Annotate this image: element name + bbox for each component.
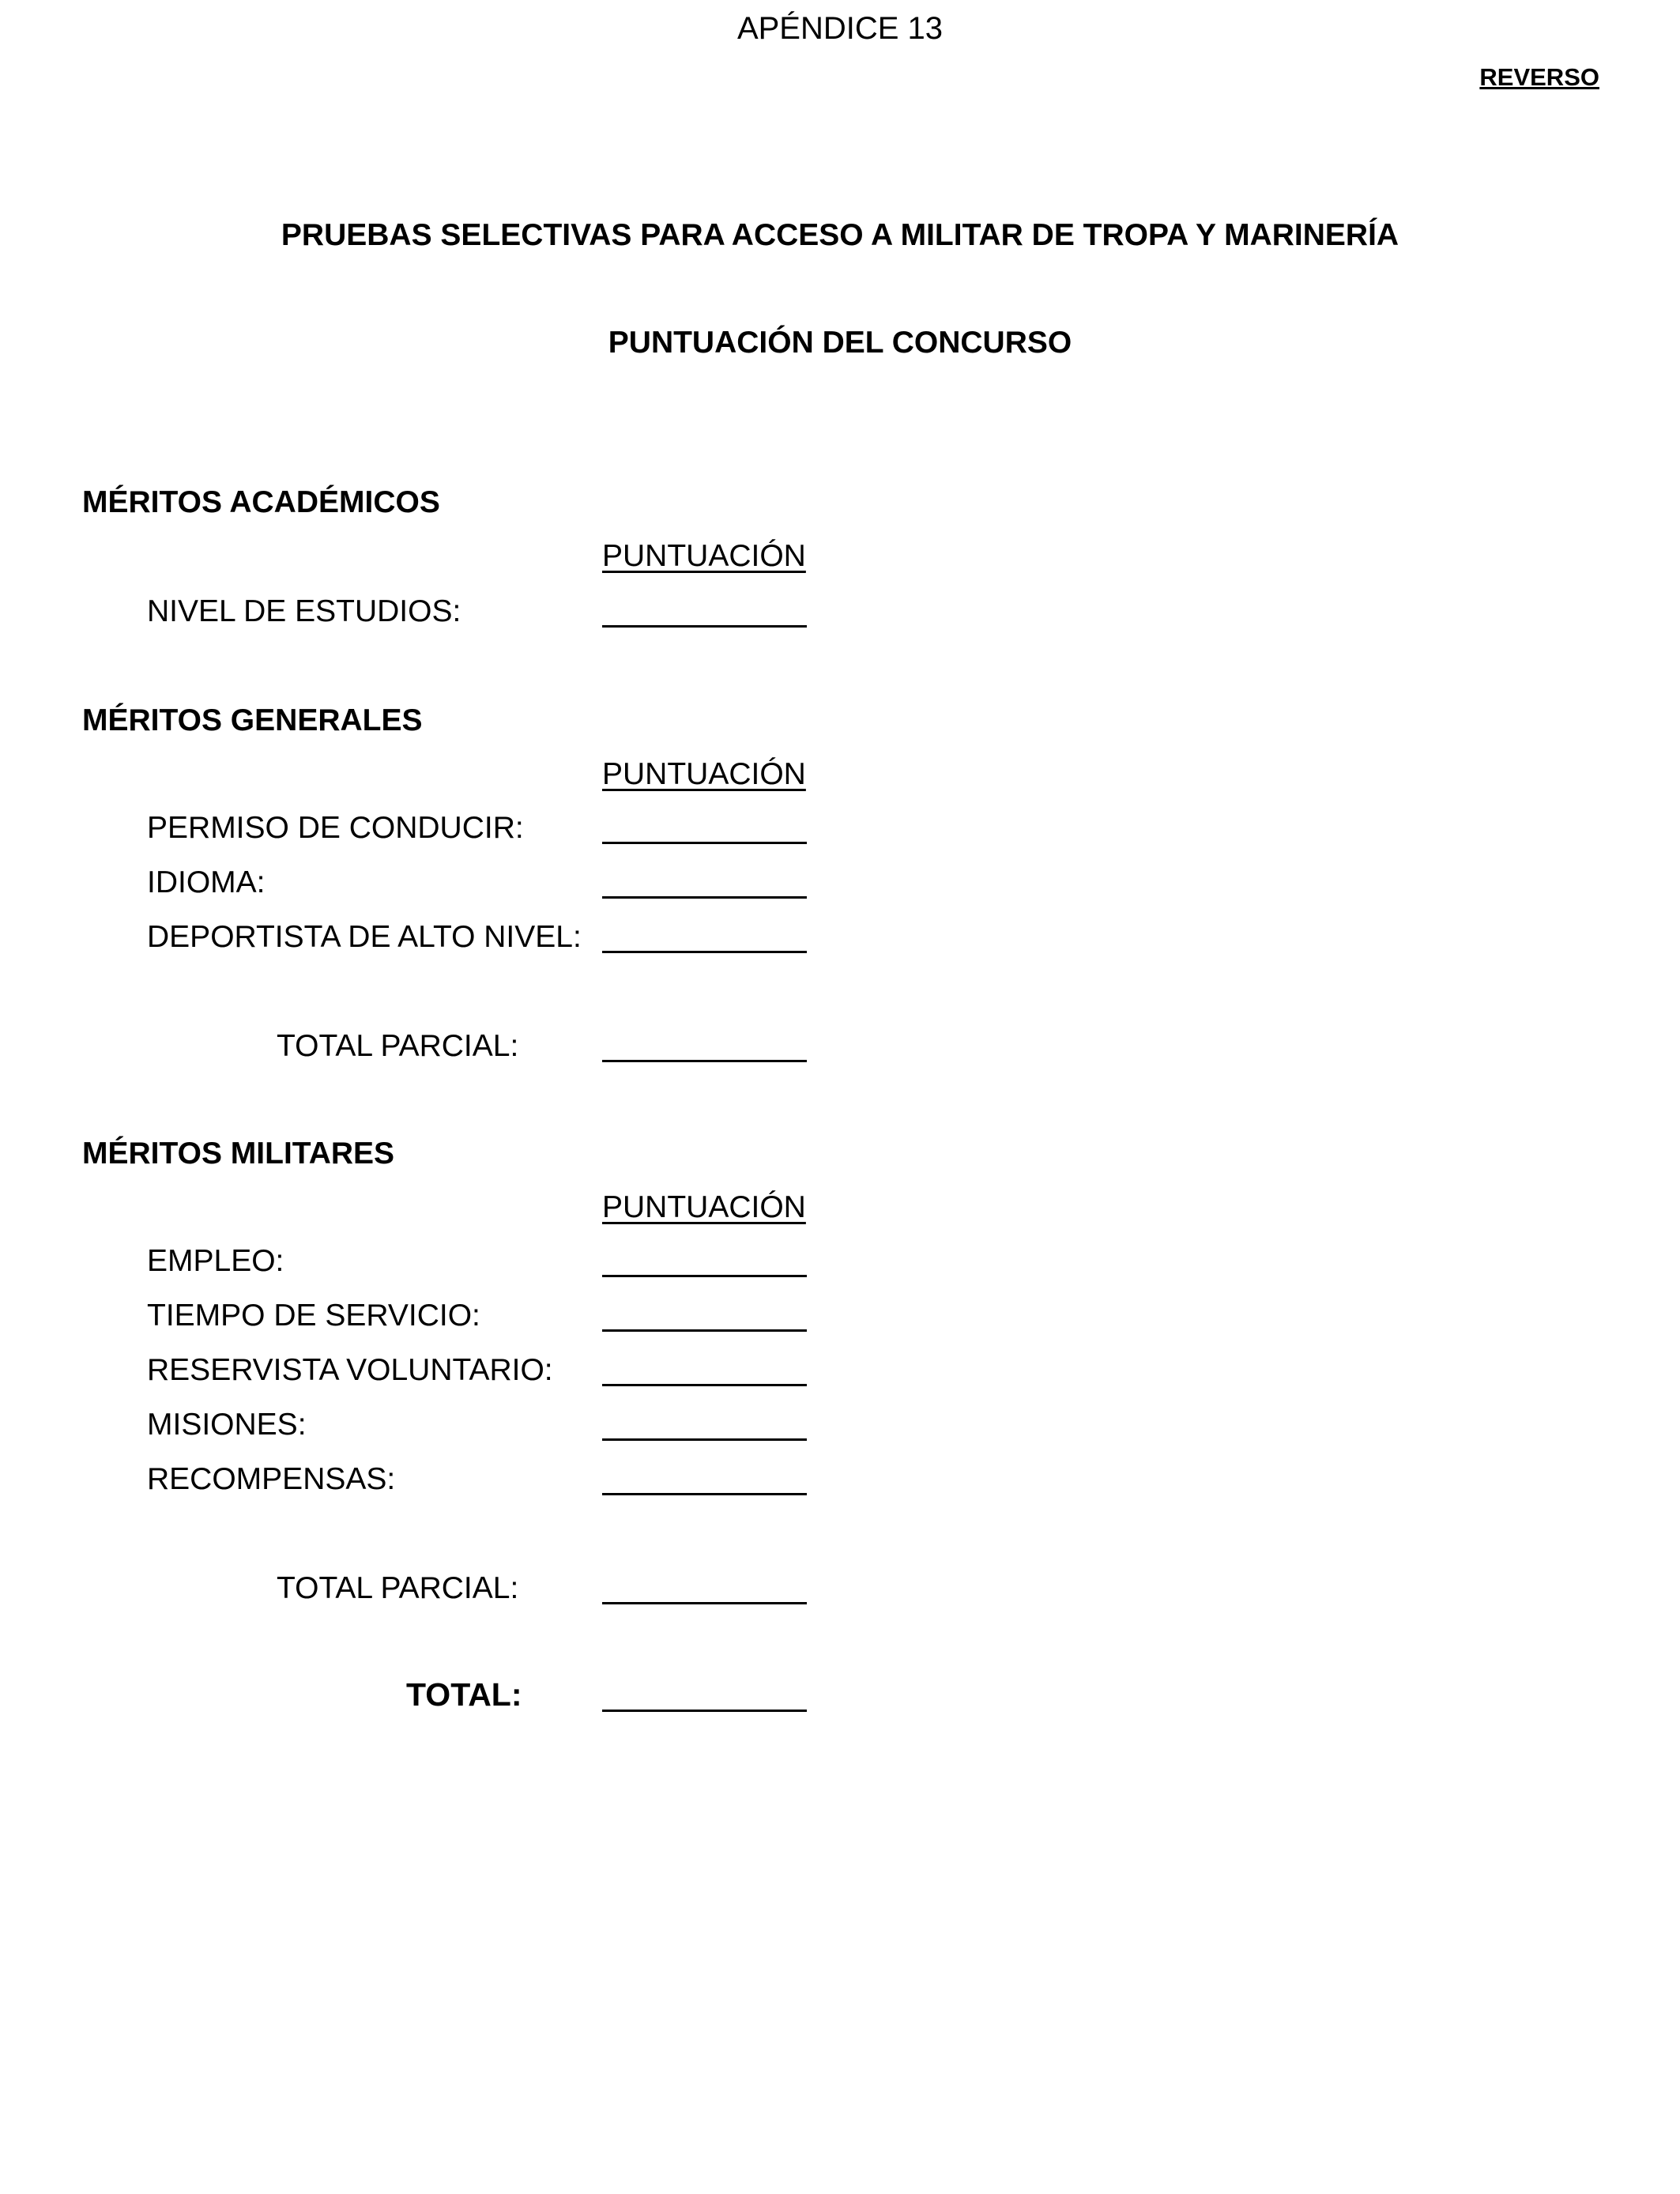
general-merits-heading: MÉRITOS GENERALES [82,703,423,737]
awards-label: RECOMPENSAS: [147,1462,396,1496]
grand-total-score-field[interactable] [602,1710,807,1712]
military-merits-heading: MÉRITOS MILITARES [82,1137,395,1171]
voluntary-reservist-label: RESERVISTA VOLUNTARIO: [147,1353,553,1387]
document-subtitle: PUNTUACIÓN DEL CONCURSO [608,326,1072,360]
general-subtotal-score-field[interactable] [602,1060,807,1062]
appendix-number: APÉNDICE 13 [736,11,944,46]
high-level-athlete-label: DEPORTISTA DE ALTO NIVEL: [147,920,582,954]
language-score-field[interactable] [602,896,807,899]
academic-merits-heading: MÉRITOS ACADÉMICOS [82,485,440,519]
language-label: IDIOMA: [147,865,266,899]
academic-score-column-header: PUNTUACIÓN [602,539,806,573]
side-indicator: REVERSO [1479,63,1599,91]
military-score-column-header: PUNTUACIÓN [602,1190,806,1224]
high-level-athlete-score-field[interactable] [602,951,807,953]
general-score-column-header: PUNTUACIÓN [602,757,806,791]
general-subtotal-label: TOTAL PARCIAL: [277,1029,519,1063]
service-time-label: TIEMPO DE SERVICIO: [147,1299,480,1333]
driving-license-score-field[interactable] [602,842,807,844]
military-subtotal-score-field[interactable] [602,1602,807,1604]
grand-total-label: TOTAL: [406,1676,522,1713]
study-level-score-field[interactable] [602,625,807,628]
missions-score-field[interactable] [602,1438,807,1441]
missions-label: MISIONES: [147,1408,307,1442]
voluntary-reservist-score-field[interactable] [602,1384,807,1386]
document-title: PRUEBAS SELECTIVAS PARA ACCESO A MILITAR DE TROPA Y MARINERÍA [281,218,1399,252]
service-time-score-field[interactable] [602,1329,807,1332]
awards-score-field[interactable] [602,1493,807,1495]
study-level-label: NIVEL DE ESTUDIOS: [147,594,461,628]
rank-label: EMPLEO: [147,1244,284,1278]
driving-license-label: PERMISO DE CONDUCIR: [147,811,524,845]
military-subtotal-label: TOTAL PARCIAL: [277,1571,519,1605]
rank-score-field[interactable] [602,1275,807,1277]
